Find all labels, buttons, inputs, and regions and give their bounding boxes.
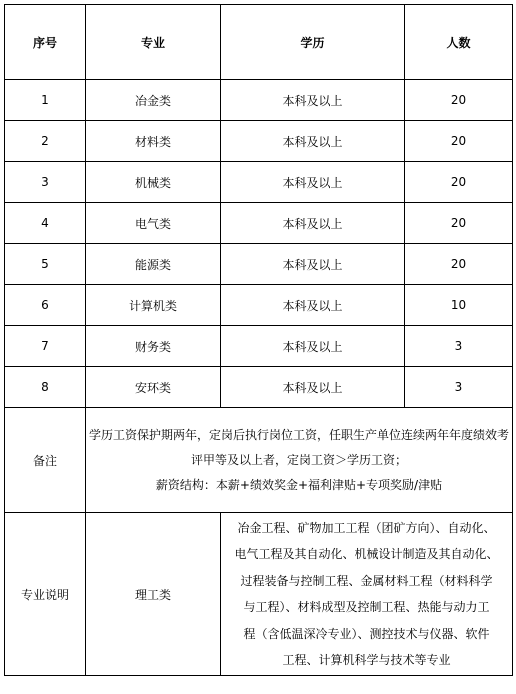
- row-education: 本科及以上: [221, 367, 405, 408]
- row-index: 2: [5, 121, 86, 162]
- table-row: [5, 244, 513, 285]
- row-count: 20: [405, 244, 513, 285]
- explanation-line: 程（含低温深冷专业）、测控技术与仪器、软件: [243, 626, 490, 641]
- explanation-line: 电气工程及其自动化、机械设计制造及其自动化、: [234, 547, 499, 561]
- row-major: 安环类: [86, 367, 221, 408]
- row-index: 8: [5, 367, 86, 408]
- note-paragraph: 薪资结构：本薪+绩效奖金+福利津贴+专项奖励/津贴: [155, 477, 443, 492]
- note-row: [5, 408, 513, 513]
- row-education: 本科及以上: [221, 203, 405, 244]
- row-count: 10: [405, 285, 513, 326]
- explanation-line: 工程、计算机科学与技术等专业: [282, 653, 451, 667]
- row-index: 5: [5, 244, 86, 285]
- row-count: 20: [405, 80, 513, 121]
- table-row: [5, 285, 513, 326]
- row-education: 本科及以上: [221, 285, 405, 326]
- note-content: [86, 408, 513, 513]
- row-count: 20: [405, 121, 513, 162]
- row-count: 3: [405, 326, 513, 367]
- header-education: 学历: [221, 5, 405, 80]
- recruitment-table: [4, 4, 513, 676]
- note-label: 备注: [5, 408, 86, 513]
- row-index: 6: [5, 285, 86, 326]
- row-major: 冶金类: [86, 80, 221, 121]
- table-row: [5, 121, 513, 162]
- row-education: 本科及以上: [221, 121, 405, 162]
- explanation-line: 过程装备与控制工程、金属材料工程（材料科学: [240, 573, 493, 588]
- row-major: 能源类: [86, 244, 221, 285]
- row-major: 机械类: [86, 162, 221, 203]
- row-education: 本科及以上: [221, 326, 405, 367]
- table-row: [5, 326, 513, 367]
- explanation-line: 与工程）、材料成型及控制工程、热能与动力工: [243, 600, 490, 614]
- row-index: 7: [5, 326, 86, 367]
- row-index: 3: [5, 162, 86, 203]
- row-index: 1: [5, 80, 86, 121]
- explanation-row: [5, 513, 513, 676]
- table-row: [5, 203, 513, 244]
- row-major: 财务类: [86, 326, 221, 367]
- row-education: 本科及以上: [221, 162, 405, 203]
- explanation-content: [221, 513, 513, 676]
- explanation-category: 理工类: [86, 513, 221, 676]
- row-count: 3: [405, 367, 513, 408]
- row-count: 20: [405, 203, 513, 244]
- explanation-label: 专业说明: [5, 513, 86, 676]
- row-major: 材料类: [86, 121, 221, 162]
- row-count: 20: [405, 162, 513, 203]
- row-index: 4: [5, 203, 86, 244]
- explanation-line: 冶金工程、矿物加工工程（团矿方向）、自动化、: [237, 520, 496, 535]
- table-row: [5, 367, 513, 408]
- table-row: [5, 80, 513, 121]
- header-major: 专业: [86, 5, 221, 80]
- row-major: 电气类: [86, 203, 221, 244]
- row-education: 本科及以上: [221, 244, 405, 285]
- table-row: [5, 162, 513, 203]
- header-index: 序号: [5, 5, 86, 80]
- header-row: [5, 5, 513, 80]
- header-count: 人数: [405, 5, 513, 80]
- note-paragraph: 学历工资保护期两年，定岗后执行岗位工资，任职生产单位连续两年年度绩效考评甲等及以上者，定岗工资＞学历工资；: [88, 427, 509, 467]
- row-major: 计算机类: [86, 285, 221, 326]
- row-education: 本科及以上: [221, 80, 405, 121]
